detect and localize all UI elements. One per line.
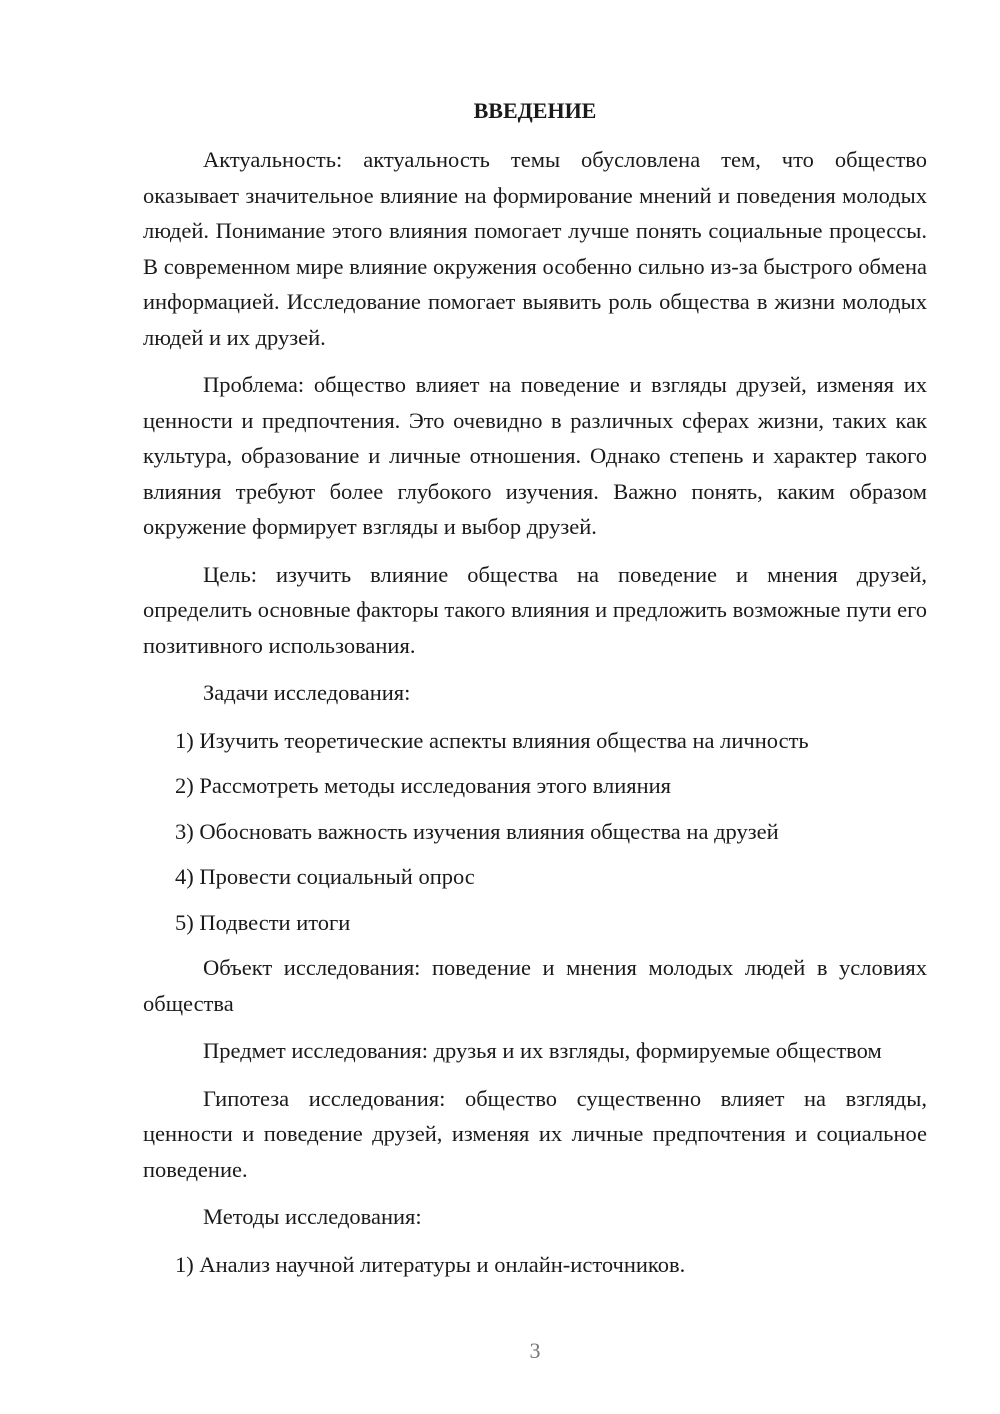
paragraph-object: Объект исследования: поведение и мнения молодых людей в условиях общества [143,955,927,1016]
paragraph-goal: Цель: изучить влияние общества на поведение и мнения друзей, определить основные факторы такого влияния и предложить возможные пути его позитивного использования. [143,561,927,658]
paragraph-problem: Проблема: общество влияет на поведение и взгляды друзей, изменяя их ценности и предпочтения. Это очевидно в различных сферах жизни, таких как культура, образование и личные отношения. Однако степень и характер такого влияния требуют более глубокого изучения. Важно понять, каким образом окружение формирует взгляды и выбор друзей. [143,372,927,539]
task-item: 1) Изучить теоретические аспекты влияния общества на личность [175,727,809,753]
task-item: 2) Рассмотреть методы исследования этого влияния [175,773,672,798]
paragraph-hypothesis: Гипотеза исследования: общество существенно влияет на взгляды, ценности и поведение друзей, изменяя их личные предпочтения и социальное поведение. [143,1085,927,1182]
document-body [143,142,927,1292]
paragraph-subject: Предмет исследования: друзья и их взгляды, формируемые обществом [203,1038,882,1063]
tasks-heading: Задачи исследования: [203,680,411,705]
paragraph-relevance: Актуальность: актуальность темы обусловлена тем, что общество оказывает значительное влияние на формирование мнений и поведения молодых людей. Понимание этого влияния помогает лучше понять социальные процессы. В современном мире влияние окружения особенно сильно из-за быстрого обмена информацией. Исследование помогает выявить роль общества в жизни молодых людей и их друзей. [143,147,927,350]
task-item: 3) Обосновать важность изучения влияния общества на друзей [175,818,779,844]
task-item: 5) Подвести итоги [175,909,351,935]
method-item: 1) Анализ научной литературы и онлайн-источников. [175,1251,686,1277]
task-item: 4) Провести социальный опрос [175,864,475,889]
methods-heading: Методы исследования: [203,1204,422,1229]
page-title: ВВЕДЕНИЕ [473,98,597,123]
page-number: 3 [529,1338,541,1363]
